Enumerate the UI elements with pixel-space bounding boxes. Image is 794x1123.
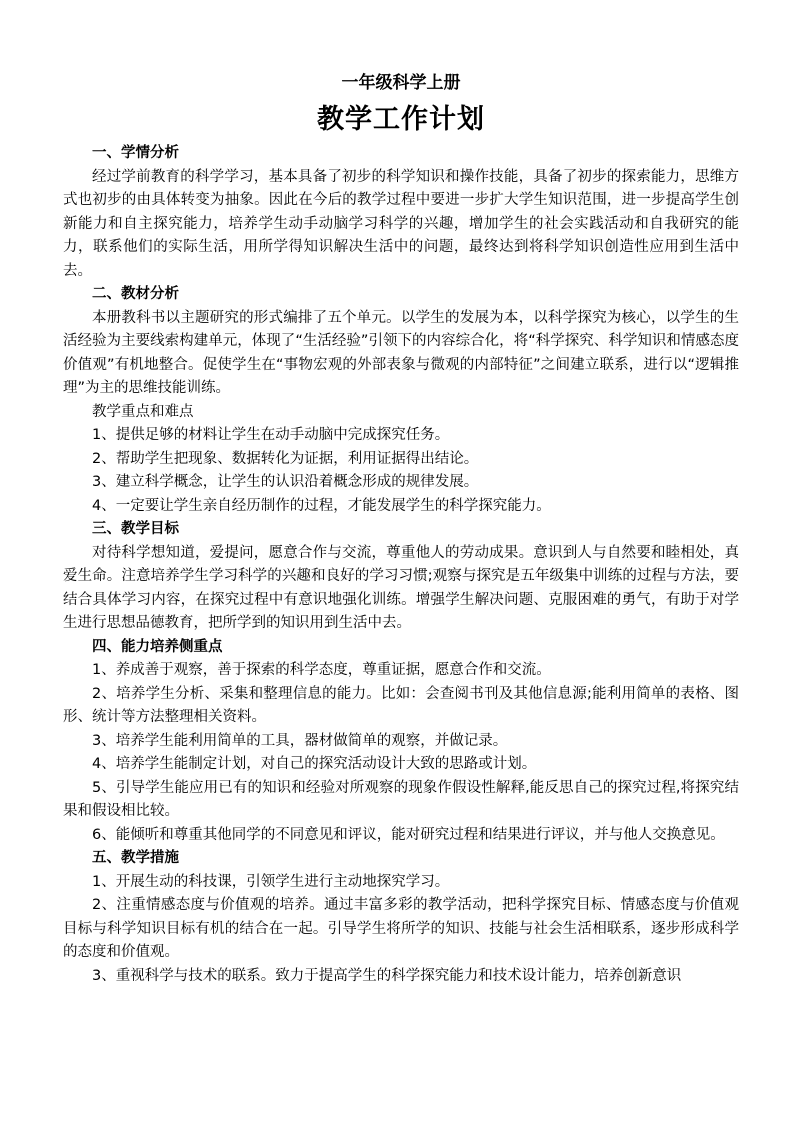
section-heading-goals: 三、教学目标 [92, 521, 179, 537]
sub-heading-key-points: 教学重点和难点 [92, 403, 194, 420]
list-item: 6、能倾听和尊重其他同学的不同意见和评议，能对研究过程和结果进行评议，并与他人交换意见。 [92, 826, 725, 843]
list-item: 3、重视科学与技术的联系。致力于提高学生的科学探究能力和技术设计能力，培养创新意识 [92, 967, 682, 984]
paragraph: 经过学前教育的科学学习，基本具备了初步的科学知识和操作技能，具备了初步的探索能力，思维方式也初步的由具体转变为抽象。因此在今后的教学过程中要进一步扩大学生知识范围，进一步提高学生创新能力和自主探究能力，培养学生动手动脑学习科学的兴趣，增加学生的社会实践活动和自我研究的能力，联系他们的实际生活，用所学得知识解决生活中的问题，最终达到将科学知识创造性应用到生活中去。 [63, 168, 739, 279]
section-heading-abilities: 四、能力培养侧重点 [92, 638, 223, 655]
list-item: 2、注重情感态度与价值观的培养。通过丰富多彩的教学活动，把科学探究目标、情感态度与价值观目标与科学知识目标有机的结合在一起。引导学生将所学的知识、技能与社会生活相联系，逐步形成科学的态度和价值观。 [63, 897, 739, 960]
section-heading-textbook: 二、教材分析 [92, 286, 179, 302]
list-item: 4、培养学生能制定计划，对自己的探究活动设计大致的思路或计划。 [92, 756, 537, 772]
list-item: 1、养成善于观察，善于探索的科学态度，尊重证据，愿意合作和交流。 [92, 662, 551, 678]
list-item: 4、一定要让学生亲自经历制作的过程，才能发展学生的科学探究能力。 [92, 497, 551, 514]
paragraph: 本册教科书以主题研究的形式编排了五个单元。以学生的发展为本，以科学探究为核心，以学生的生活经验为主要线索构建单元，体现了“生活经验”引领下的内容综合化，将“科学探究、科学知识和情感态度价值观”有机地整合。促使学生在“事物宏观的外部表象与微观的内部特征”之间建立联系，进行以“逻辑推理”为主的思维技能训练。 [63, 309, 739, 396]
list-item: 3、建立科学概念，让学生的认识沿着概念形成的规律发展。 [92, 474, 479, 490]
document-subtitle: 一年级科学上册 [341, 73, 461, 93]
section-heading-analysis: 一、学情分析 [92, 145, 179, 161]
list-item: 3、培养学生能利用简单的工具，器材做简单的观察，并做记录。 [92, 732, 508, 749]
document-title: 教学工作计划 [317, 104, 485, 135]
list-item: 5、引导学生能应用已有的知识和经验对所观察的现象作假设性解释,能反思自己的探究过程,将探究结果和假设相比较。 [63, 779, 739, 819]
section-heading-measures: 五、教学措施 [92, 850, 179, 866]
list-item: 2、帮助学生把现象、数据转化为证据，利用证据得出结论。 [92, 450, 479, 467]
list-item: 2、培养学生分析、采集和整理信息的能力。比如：会查阅书刊及其他信息源;能利用简单的表格、图形、统计等方法整理相关资料。 [63, 685, 739, 725]
document-body [63, 70, 739, 988]
list-item: 1、提供足够的材料让学生在动手动脑中完成探究任务。 [92, 427, 450, 443]
paragraph: 对待科学想知道，爱提问，愿意合作与交流，尊重他人的劳动成果。意识到人与自然要和睦相处，真爱生命。注意培养学生学习科学的兴趣和良好的学习习惯;观察与探究是五年级集中训练的过程与方法，要结合具体学习内容，在探究过程中有意识地强化训练。增强学生解决问题、克服困难的勇气，有助于对学生进行思想品德教育，把所学到的知识用到生活中去。 [63, 544, 739, 631]
list-item: 1、开展生动的科技课，引领学生进行主动地探究学习。 [92, 873, 450, 890]
